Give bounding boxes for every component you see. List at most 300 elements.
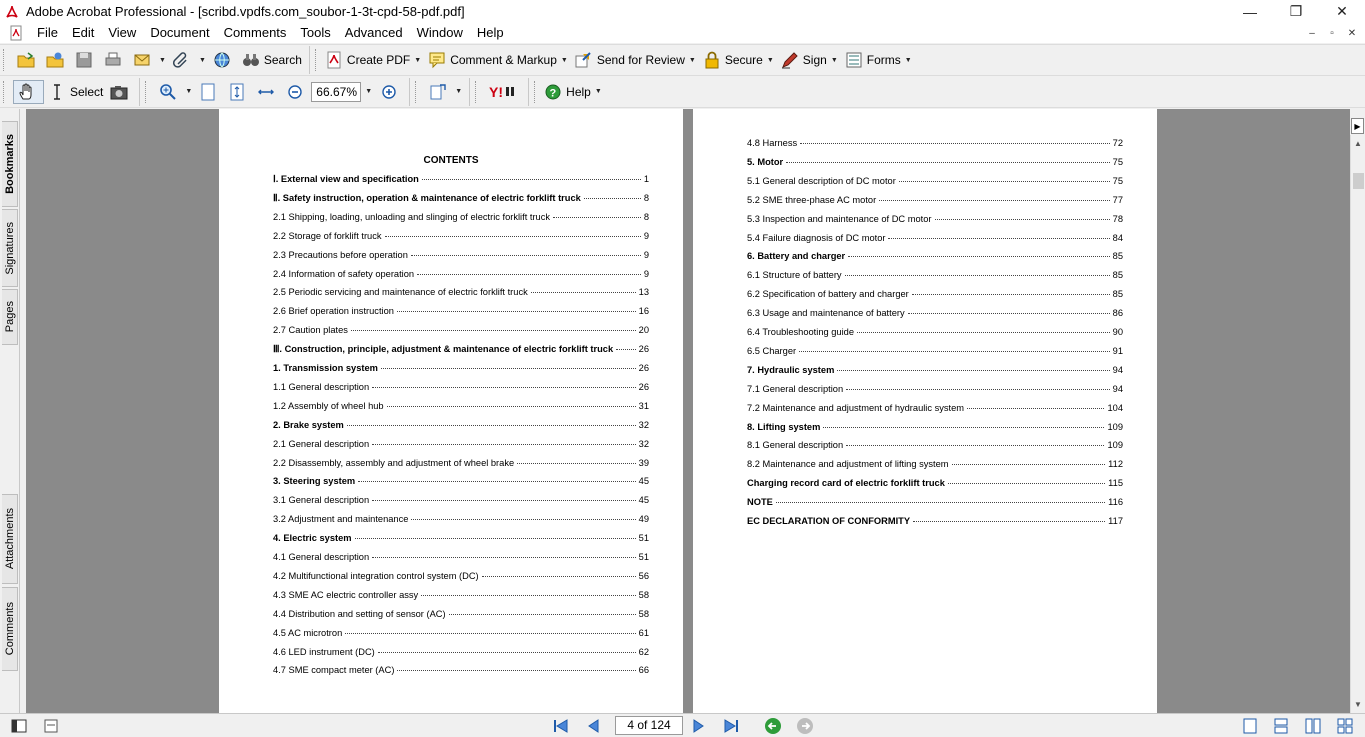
scroll-down-arrow[interactable]: ▼	[1354, 700, 1362, 709]
toc-entry	[747, 478, 1123, 488]
toc-leader-dots	[845, 275, 1110, 276]
toc-entry	[273, 628, 649, 638]
binoculars-icon	[241, 50, 261, 70]
continuous-layout-button[interactable]	[1272, 717, 1290, 735]
menu-document[interactable]: Document	[150, 25, 210, 40]
menu-tools[interactable]: Tools	[300, 25, 331, 40]
toc-entry-page: 26	[638, 381, 649, 392]
send-review-icon	[574, 50, 594, 70]
tab-bookmarks[interactable]	[2, 121, 18, 207]
toc-entry-page: 84	[1112, 232, 1123, 243]
toc-entry-title: Ⅰ. External view and specification	[273, 174, 419, 184]
toc-entry	[273, 533, 649, 543]
toc-entry	[273, 325, 649, 335]
toc-entry-title: 5. Motor	[747, 156, 784, 167]
toc-entry-page: 109	[1107, 421, 1123, 432]
toc-leader-dots	[378, 652, 636, 653]
lock-icon	[702, 50, 722, 70]
continuous-facing-layout-button[interactable]	[1336, 717, 1354, 735]
doc-close-button[interactable]: ✕	[1347, 27, 1357, 39]
toc-entry	[273, 458, 649, 468]
toc-entry	[273, 212, 649, 222]
toc-entry	[273, 647, 649, 657]
toc-leader-dots	[372, 557, 636, 558]
tab-pages[interactable]	[2, 289, 18, 345]
page-options-icon	[44, 719, 58, 733]
toc-entry-page: 115	[1108, 478, 1123, 489]
toc-leader-dots	[800, 143, 1110, 144]
scroll-up-arrow[interactable]: ▲	[1354, 139, 1362, 148]
toc-entry	[747, 497, 1123, 507]
menu-window[interactable]: Window	[416, 25, 463, 40]
svg-text:Y!: Y!	[489, 83, 504, 100]
sign-label: Sign	[802, 53, 827, 67]
toc-leader-dots	[381, 368, 636, 369]
paperclip-icon	[172, 50, 192, 70]
text-cursor-icon	[47, 82, 67, 102]
toc-entry	[273, 269, 649, 279]
next-page-button[interactable]	[690, 717, 708, 735]
next-view-button[interactable]	[795, 717, 815, 735]
page-thumbnail-button[interactable]	[42, 717, 60, 735]
toc-entry-title: 4.6 LED instrument (DC)	[273, 646, 375, 657]
organizer-button[interactable]	[42, 48, 71, 72]
yahoo-toolbar-button[interactable]	[485, 80, 524, 104]
zoom-in-icon	[379, 82, 399, 102]
toc-entry-page: 20	[638, 325, 649, 336]
toc-entry	[747, 289, 1123, 299]
toc-entry-page: 16	[638, 306, 649, 317]
menu-view[interactable]: View	[108, 25, 137, 40]
toc-entry-title: Ⅲ. Construction, principle, adjustment & maintenance of electric forklift truck	[273, 344, 614, 355]
toc-entry-page: 86	[1112, 308, 1123, 319]
fit-width-button[interactable]	[253, 80, 282, 104]
previous-page-button[interactable]	[584, 717, 602, 735]
acrobat-logo-icon	[4, 4, 20, 20]
toc-entry	[747, 233, 1123, 243]
create-pdf-button[interactable]: Create PDF ▼	[321, 48, 424, 72]
globe-icon	[212, 50, 232, 70]
document-viewer[interactable]	[26, 109, 1350, 713]
navigation-toolbar	[0, 76, 1365, 108]
toolbar-grip[interactable]	[534, 81, 537, 103]
toc-entry-title: Ⅱ. Safety instruction, operation & maintenance of electric forklift truck	[273, 192, 581, 203]
yahoo-group	[481, 78, 529, 106]
continuous-facing-icon	[1337, 718, 1353, 734]
toc-entry-title: 2. Brake system	[273, 419, 344, 430]
first-page-icon	[552, 718, 570, 734]
toc-entry-page: 1	[643, 174, 649, 184]
toc-entry	[747, 327, 1123, 337]
toc-leader-dots	[952, 464, 1106, 465]
toc-entry-page: 9	[643, 268, 649, 279]
toc-entry	[747, 176, 1123, 186]
zoom-tool-button[interactable]: ▼	[155, 80, 195, 104]
rotate-view-button[interactable]: ▼	[425, 80, 465, 104]
pdf-page-right	[693, 109, 1157, 713]
toc-entry	[273, 571, 649, 581]
toc-entry-page: 51	[638, 533, 649, 544]
forward-arrow-icon	[796, 717, 814, 735]
toc-entry-title: 6.2 Specification of battery and charger	[747, 289, 909, 300]
menu-edit[interactable]: Edit	[71, 25, 95, 40]
continuous-page-icon	[1274, 718, 1288, 734]
toc-entry-page: 77	[1112, 194, 1123, 205]
toc-entry-title: 7.2 Maintenance and adjustment of hydraulic system	[747, 402, 965, 413]
toc-entry	[747, 403, 1123, 413]
vertical-scrollbar[interactable]	[1350, 135, 1365, 713]
toc-leader-dots	[776, 502, 1105, 503]
toc-entry	[273, 439, 649, 449]
tab-signatures-label: Signatures	[3, 221, 16, 275]
select-label: Select	[70, 84, 104, 99]
toc-entry-title: 5.2 SME three-phase AC motor	[747, 194, 877, 205]
toc-entry-page: 45	[638, 476, 649, 487]
toc-entry-title: 2.5 Periodic servicing and maintenance of electric forklift truck	[273, 287, 528, 298]
toc-entry-title: 1.2 Assembly of wheel hub	[273, 400, 384, 411]
previous-view-button[interactable]	[763, 717, 783, 735]
toc-leader-dots	[449, 614, 636, 615]
email-button[interactable]: ▼	[129, 48, 169, 72]
snapshot-button[interactable]	[106, 80, 135, 104]
tab-attachments[interactable]	[2, 494, 18, 584]
toc-entry-title: 2.4 Information of safety operation	[273, 268, 415, 279]
toc-entry-page: 94	[1112, 383, 1123, 394]
toc-entry-title: 4.5 AC microtron	[273, 627, 343, 638]
toc-leader-dots	[517, 463, 636, 464]
single-page-layout-button[interactable]	[1241, 717, 1259, 735]
camera-icon	[109, 82, 129, 102]
doc-minimize-button[interactable]: –	[1309, 27, 1315, 39]
toc-leader-dots	[355, 538, 636, 539]
facing-layout-button[interactable]	[1304, 717, 1322, 735]
toc-leader-dots	[397, 670, 635, 671]
toc-leader-dots	[372, 387, 636, 388]
toc-entry-title: 4.1 General description	[273, 552, 370, 562]
toc-entry-title: 2.6 Brief operation instruction	[273, 306, 394, 317]
toc-entry-title: EC DECLARATION OF CONFORMITY	[747, 516, 911, 526]
toc-entry-page: 62	[638, 646, 649, 657]
toc-leader-dots	[372, 500, 636, 501]
toc-entry	[747, 308, 1123, 318]
toc-entry-title: 4.4 Distribution and setting of sensor (AC)	[273, 608, 446, 619]
email-icon	[132, 50, 152, 70]
select-tools-group	[9, 78, 140, 106]
toc-leader-dots	[345, 633, 635, 634]
toc-entry-page: 75	[1112, 175, 1123, 186]
toc-leader-dots	[385, 236, 641, 237]
toc-leader-dots	[799, 351, 1110, 352]
help-label: Help	[566, 84, 591, 99]
toc-entry	[273, 382, 649, 392]
status-bar	[0, 713, 1365, 737]
scrollbar-top-cap	[1350, 109, 1365, 117]
toc-entry	[273, 420, 649, 430]
toc-leader-dots	[347, 425, 636, 426]
close-button[interactable]: ✕	[1336, 3, 1348, 19]
search-label: Search	[263, 53, 302, 67]
next-page-icon	[692, 718, 706, 734]
toc-entry	[273, 344, 649, 355]
zoom-in-button[interactable]	[376, 80, 405, 104]
open-button[interactable]	[13, 48, 42, 72]
last-page-button[interactable]	[720, 717, 742, 735]
toc-leader-dots	[857, 332, 1110, 333]
toc-entry-page: 109	[1107, 440, 1123, 451]
toc-entry-title: 6.3 Usage and maintenance of battery	[747, 308, 905, 319]
toc-leader-dots	[422, 179, 641, 180]
first-page-button[interactable]	[550, 717, 572, 735]
toc-entry	[273, 476, 649, 486]
menu-help[interactable]: Help	[476, 25, 504, 40]
hand-icon	[17, 82, 37, 102]
toc-entry-page: 66	[638, 665, 649, 676]
toc-entry-page: 32	[638, 419, 649, 430]
toolbar-grip[interactable]	[475, 81, 478, 103]
toc-entry	[273, 231, 649, 241]
toc-leader-dots	[531, 292, 636, 293]
toc-entry	[273, 495, 649, 505]
fit-page-icon	[227, 82, 247, 102]
zoom-dropdown-arrow[interactable]: ▼	[365, 88, 373, 95]
title-bar	[0, 0, 1365, 23]
tab-attachments-label: Attachments	[3, 508, 16, 570]
forms-label: Forms	[866, 53, 901, 67]
toc-leader-dots	[912, 294, 1110, 295]
toc-leader-dots	[584, 198, 641, 199]
toc-leader-dots	[421, 595, 635, 596]
toc-entry-page: 9	[643, 249, 649, 260]
print-button[interactable]	[100, 48, 129, 72]
toc-entry-title: 2.3 Precautions before operation	[273, 249, 408, 260]
toc-entry	[747, 384, 1123, 394]
select-tool-button[interactable]	[44, 80, 106, 104]
toc-leader-dots	[888, 238, 1109, 239]
comment-markup-button[interactable]: Comment & Markup ▼	[424, 48, 571, 72]
toc-entry-title: 7. Hydraulic system	[747, 364, 835, 375]
toc-entry-page: 26	[638, 363, 649, 373]
toc-leader-dots	[948, 483, 1105, 484]
menu-comments[interactable]: Comments	[223, 25, 287, 40]
toc-entry-title: Charging record card of electric forklift truck	[747, 478, 945, 489]
menu-bar	[0, 23, 1365, 43]
toc-entry-page: 90	[1112, 327, 1123, 337]
create-pdf-label: Create PDF	[346, 53, 411, 67]
toc-entry	[273, 306, 649, 316]
toc-entry-title: 4.3 SME AC electric controller assy	[273, 589, 419, 600]
toc-leader-dots	[372, 444, 636, 445]
toolbar-grip[interactable]	[415, 81, 418, 103]
toc-entry-page: 8	[643, 192, 649, 203]
toc-entry	[747, 422, 1123, 432]
toc-entry-title: 6.1 Structure of battery	[747, 270, 842, 281]
tab-pages-label: Pages	[3, 301, 16, 333]
toc-entry-title: 8.1 General description	[747, 440, 844, 451]
toc-entry	[273, 250, 649, 260]
toc-entry-title: 5.3 Inspection and maintenance of DC motor	[747, 213, 932, 224]
toc-entry-title: 2.1 General description	[273, 438, 370, 449]
toc-entry-title: 4.2 Multifunctional integration control system (DC)	[273, 570, 479, 581]
magnifier-plus-icon	[158, 82, 178, 102]
doc-restore-button[interactable]: ▫	[1330, 27, 1334, 39]
send-review-label: Send for Review	[596, 53, 685, 67]
toc-leader-dots	[553, 217, 641, 218]
fit-width-icon	[256, 82, 276, 102]
panel-toggle-icon	[11, 719, 27, 733]
save-button[interactable]	[71, 48, 100, 72]
create-pdf-icon	[324, 50, 344, 70]
previous-page-icon	[586, 718, 600, 734]
split-view-arrow[interactable]: ▶	[1351, 118, 1364, 134]
toc-leader-dots	[823, 427, 1104, 428]
zoom-out-button[interactable]	[282, 80, 311, 104]
tab-comments[interactable]	[2, 587, 18, 671]
tab-bookmarks-label: Bookmarks	[3, 134, 16, 194]
web-button[interactable]	[209, 48, 238, 72]
toc-entry	[273, 514, 649, 524]
toc-leader-dots	[397, 311, 636, 312]
toc-entry-page: 58	[638, 608, 649, 619]
toc-entry-title: 1.1 General description	[273, 381, 370, 392]
toc-leader-dots	[786, 162, 1110, 163]
toc-entry-title: 7.1 General description	[747, 383, 844, 394]
pdf-page-left	[219, 109, 683, 713]
toc-leader-dots	[411, 255, 641, 256]
toc-entry-title: 2.7 Caution plates	[273, 325, 348, 336]
toc-entry	[747, 440, 1123, 450]
toc-entry-title: 4.8 Harness	[747, 138, 798, 148]
single-page-icon	[1243, 718, 1257, 734]
toc-entry-page: 78	[1112, 213, 1123, 224]
tab-signatures[interactable]	[2, 209, 18, 287]
toc-entry-page: 9	[643, 230, 649, 241]
scroll-thumb[interactable]	[1353, 173, 1364, 189]
toc-leader-dots	[387, 406, 636, 407]
toc-entry	[273, 552, 649, 562]
page-number-input[interactable]: 4 of 124	[615, 716, 683, 735]
toc-entry-title: 6.5 Charger	[747, 345, 797, 356]
fit-page-button[interactable]	[224, 80, 253, 104]
toc-entry	[747, 195, 1123, 205]
toc-entry-page: 85	[1112, 251, 1123, 262]
menu-advanced[interactable]: Advanced	[344, 25, 403, 40]
toc-entry-title: 2.1 Shipping, loading, unloading and slinging of electric forklift truck	[273, 211, 551, 222]
secure-button[interactable]: Secure ▼	[699, 48, 777, 72]
nav-pane-toggle-button[interactable]	[10, 717, 28, 735]
toolbar-grip[interactable]	[145, 81, 148, 103]
toc-entry	[273, 174, 649, 185]
toc-entry-title: 4. Electric system	[273, 533, 352, 544]
toc-entry	[747, 459, 1123, 469]
forms-button[interactable]: Forms ▼	[841, 48, 915, 72]
toc-entry-title: 2.2 Disassembly, assembly and adjustment of wheel brake	[273, 457, 515, 468]
hand-tool-button[interactable]	[13, 80, 44, 104]
toc-entry-page: 39	[638, 457, 649, 468]
menu-file[interactable]: File	[37, 25, 58, 40]
toc-entry-page: 58	[638, 589, 649, 600]
toc-entry-page: 112	[1108, 459, 1123, 470]
help-button[interactable]: ? Help ▼	[540, 80, 605, 104]
comment-markup-label: Comment & Markup	[450, 53, 557, 67]
last-page-icon	[722, 718, 740, 734]
toc-leader-dots	[908, 313, 1110, 314]
toc-entry-title: 3. Steering system	[273, 476, 356, 487]
toc-entry-title: 6.4 Troubleshooting guide	[747, 327, 854, 337]
toc-entry-page: 104	[1107, 402, 1123, 413]
maximize-button[interactable]: ❐	[1289, 3, 1303, 19]
attach-button[interactable]: ▼	[169, 48, 209, 72]
actual-size-button[interactable]	[195, 80, 224, 104]
toc-entry-title: 3.2 Adjustment and maintenance	[273, 514, 409, 525]
toc-entry-title: 4.7 SME compact meter (AC)	[273, 665, 395, 676]
toc-entry-title: 6. Battery and charger	[747, 251, 846, 262]
toc-leader-dots	[848, 256, 1109, 257]
minimize-button[interactable]: —	[1243, 3, 1257, 20]
sign-button[interactable]: Sign ▼	[777, 48, 841, 72]
toc-entry-page: 13	[638, 287, 649, 298]
toc-leader-dots	[358, 481, 635, 482]
toc-entry-page: 26	[638, 344, 649, 355]
toc-leader-dots	[967, 408, 1104, 409]
toc-entry-page: 49	[638, 514, 649, 525]
toc-leader-dots	[846, 445, 1104, 446]
rotate-group	[421, 78, 470, 106]
printer-icon	[103, 50, 123, 70]
toc-entry	[747, 157, 1123, 167]
pdf-document-icon	[8, 25, 24, 41]
toc-leader-dots	[351, 330, 636, 331]
send-review-button[interactable]: Send for Review ▼	[571, 48, 699, 72]
toc-entry	[273, 363, 649, 373]
toc-leader-dots	[837, 370, 1109, 371]
navigation-pane	[0, 109, 20, 713]
toc-entry	[273, 590, 649, 600]
file-toolbar	[0, 44, 1365, 76]
toc-entry	[747, 214, 1123, 224]
toc-entry-page: 31	[638, 400, 649, 411]
toc-entry	[747, 516, 1123, 526]
toc-entry-title: 5.1 General description of DC motor	[747, 175, 896, 186]
tab-comments-label: Comments	[3, 602, 16, 656]
toc-entry	[747, 346, 1123, 356]
toc-entry	[273, 665, 649, 675]
toc-leader-dots	[411, 519, 635, 520]
toc-entry-page: 91	[1112, 345, 1123, 356]
toc-entry-page: 72	[1112, 138, 1123, 148]
zoom-level-input[interactable]: 66.67%	[311, 82, 361, 102]
back-arrow-icon	[764, 717, 782, 735]
toolbar-grip[interactable]	[3, 81, 6, 103]
pen-sign-icon	[780, 50, 800, 70]
toc-leader-dots	[616, 349, 636, 350]
toc-entry-page: 56	[638, 570, 649, 581]
toc-entry	[747, 251, 1123, 261]
toc-entry	[747, 138, 1123, 148]
toc-entry	[273, 401, 649, 411]
toc-leader-dots	[417, 274, 641, 275]
zoom-out-icon	[285, 82, 305, 102]
search-button[interactable]	[238, 48, 305, 72]
window-title: Adobe Acrobat Professional - [scribd.vpdfs.com_soubor-1-3t-cpd-58-pdf.pdf]	[26, 4, 465, 19]
toc-leader-dots	[482, 576, 636, 577]
toc-entry	[273, 193, 649, 204]
toolbar-grip[interactable]	[315, 49, 318, 71]
yahoo-logo-icon	[488, 82, 518, 102]
toolbar-grip[interactable]	[3, 49, 6, 71]
toc-entry	[747, 270, 1123, 280]
toc-entry-page: 32	[638, 438, 649, 449]
facing-pages-icon	[1305, 718, 1321, 734]
